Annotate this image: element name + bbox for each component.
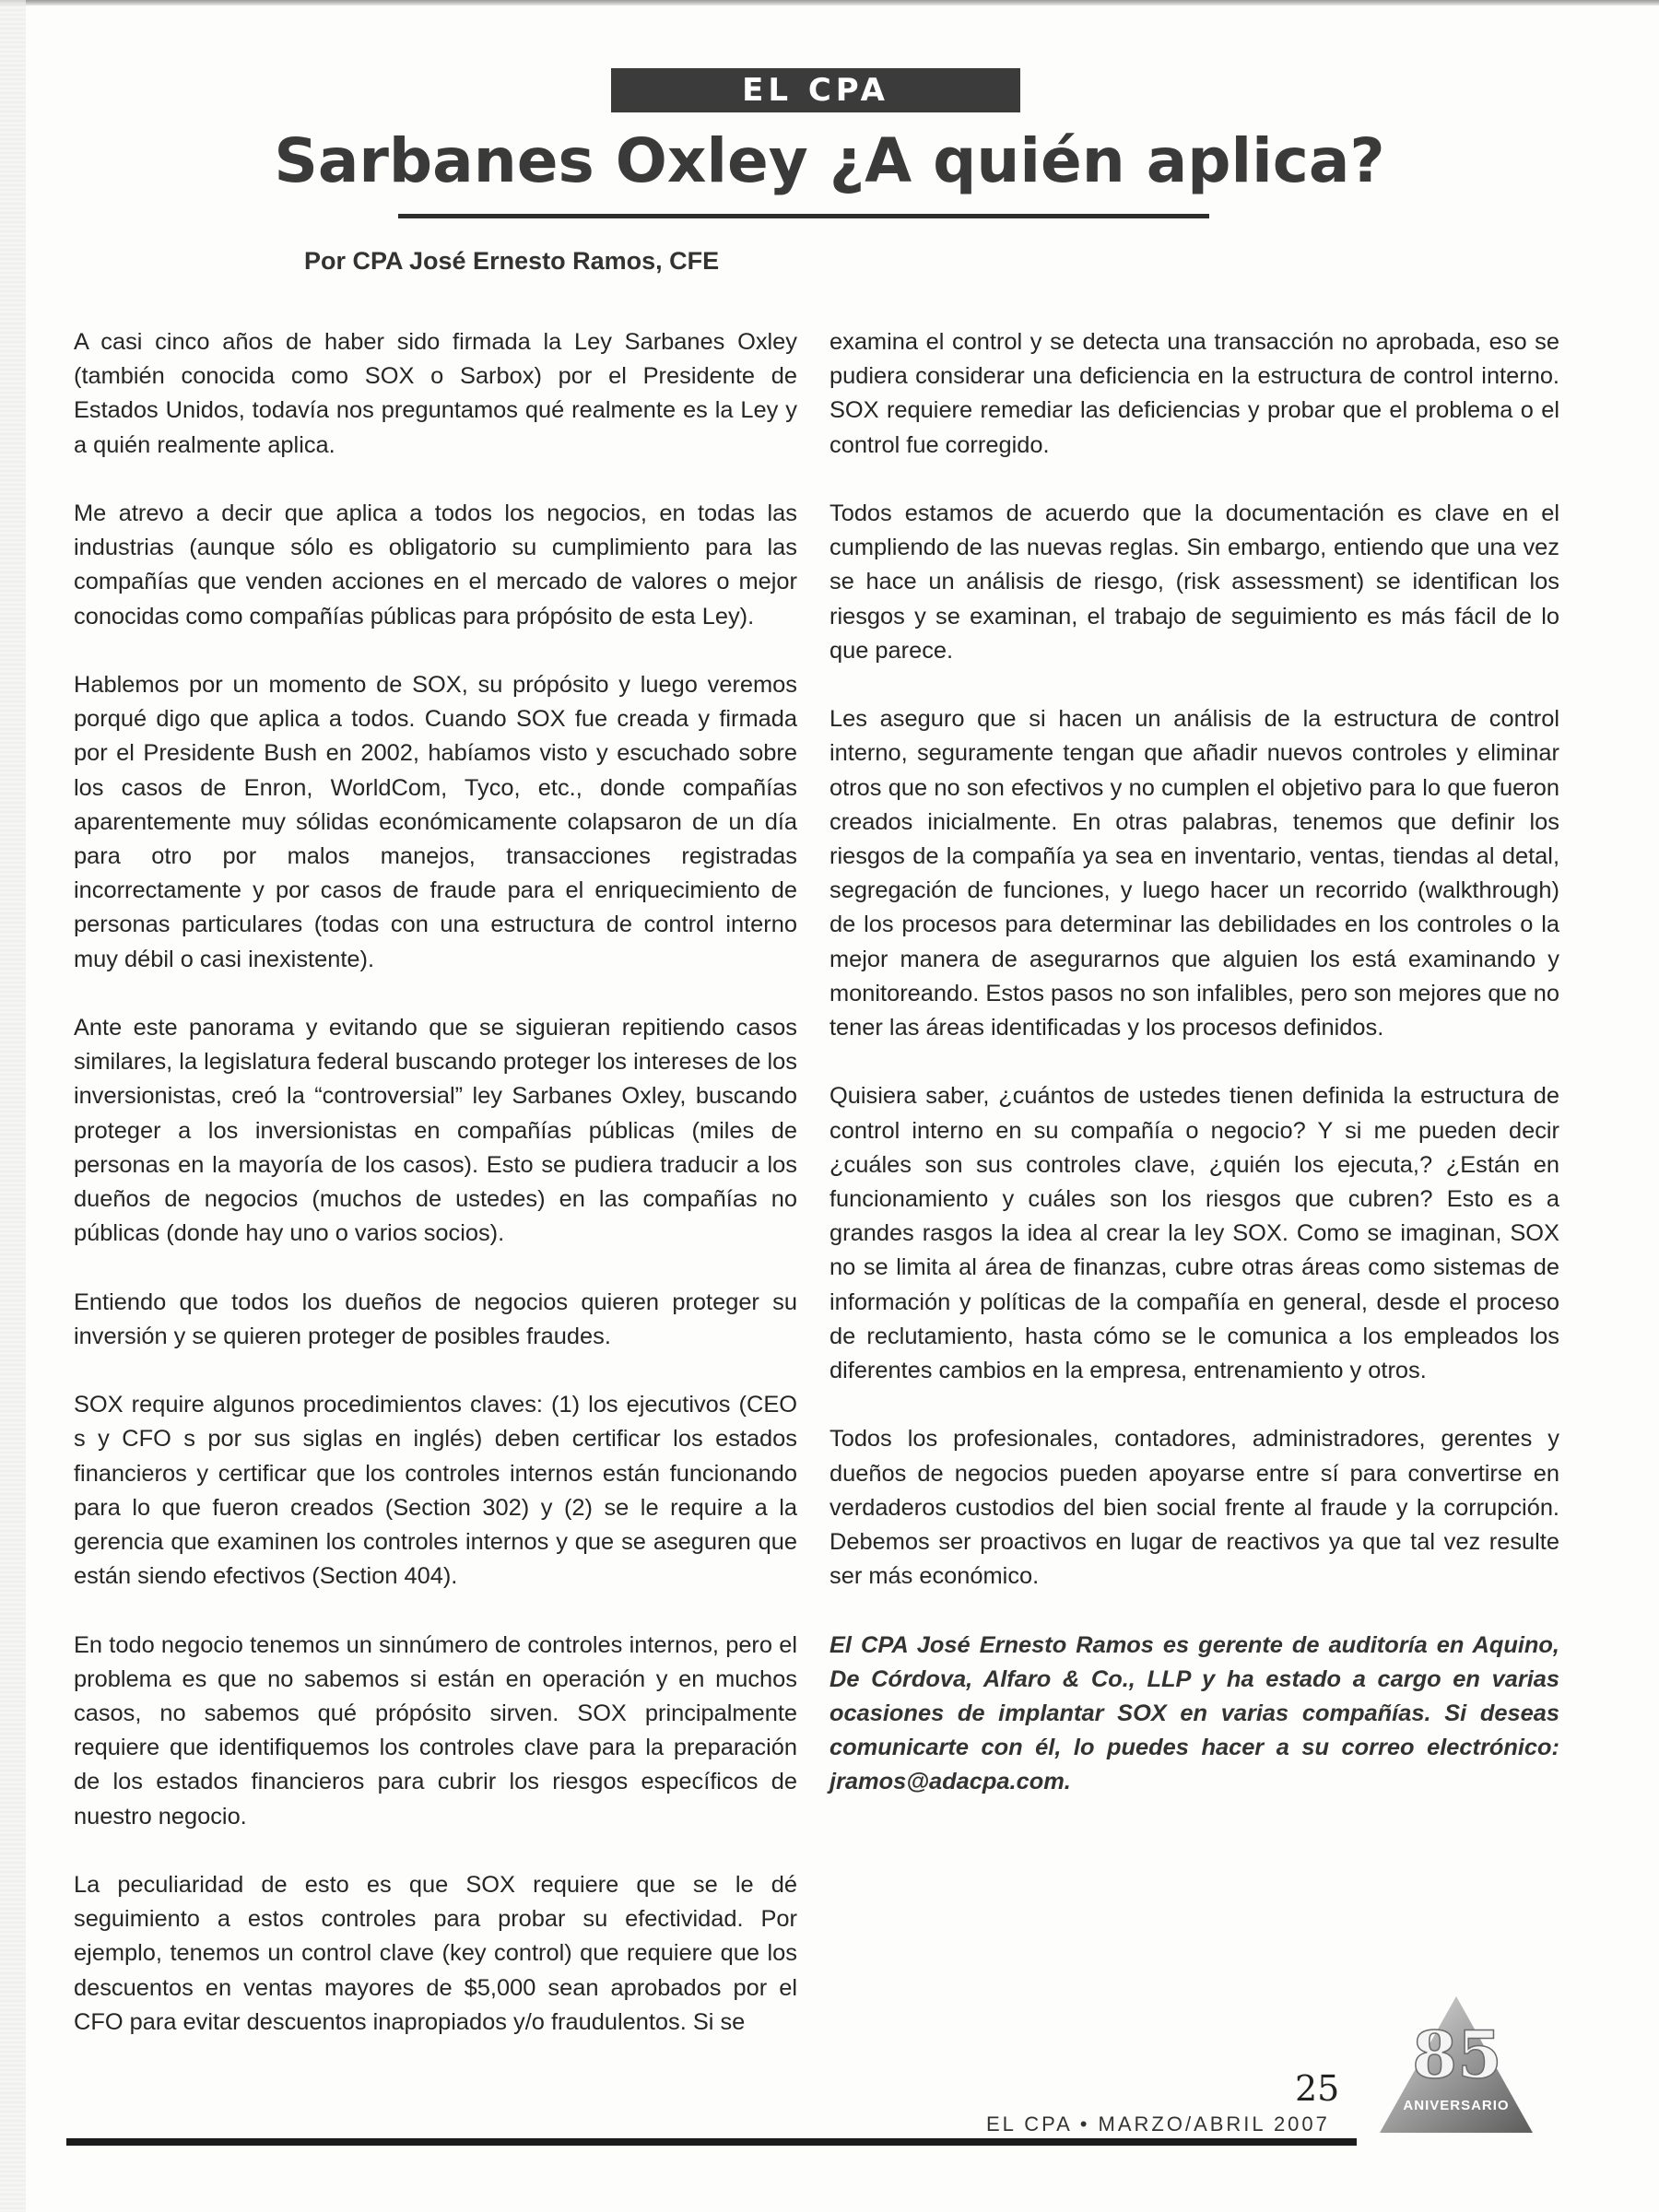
paragraph: La peculiaridad de esto es que SOX requiere que se le dé seguimiento a estos controles para probar su efectividad. Por ejemplo, tenemos un control clave (key control) que requiere que los descuentos en ventas mayores de $5,000 sean aprobados por el CFO para evitar descuentos inapropiados y/o fraudulentos. Si se [74,1872,797,2035]
paragraph: examina el control y se detecta una transacción no aprobada, eso se pudiera considerar una deficiencia en la estructura de control interno. SOX requiere remediar las deficiencias y probar que el problema o el control fue corregido. [830,329,1559,458]
title-underline [398,214,1209,218]
paragraph: Me atrevo a decir que aplica a todos los negocios, en todas las industrias (aunque sólo es obligatorio su cumplimiento para las compañías que venden acciones en el mercado de valores o mejor conocidas como compañías públicas para própósito de esta Ley). [74,500,797,629]
paragraph: Todos los profesionales, contadores, administradores, gerentes y dueños de negocios pueden apoyarse entre sí para convertirse en verdaderos custodios del bien social frente al fraude y la corrupción. Debemos ser proactivos en lugar de reactivos ya que tal vez resulte ser más económico. [830,1426,1559,1590]
paragraph: Ante este panorama y evitando que se siguieran repitiendo casos similares, la legislatura federal buscando proteger los intereses de los inversionistas, creó la “controversial” ley Sarbanes Oxley, buscando proteger a los inversionistas en compañías públicas (miles de personas en la mayoría de los casos). Esto se pudiera traducir a los dueños de negocios (muchos de ustedes) en las compañías no públicas (donde hay uno o varios socios). [74,1015,797,1247]
footer-publication: EL CPA • MARZO/ABRIL 2007 [986,2112,1330,2136]
logo-number: 85 [1412,2017,1502,2093]
paragraph: Quisiera saber, ¿cuántos de ustedes tienen definida la estructura de control interno en su compañía o negocio? Y si me pueden decir ¿cuáles son sus controles clave, ¿quién los ejecuta,? ¿Están en funcionamiento y cuáles son los riesgos que cubren? Esto es a grandes rasgos la idea al crear la ley SOX. Como se imaginan, SOX no se limita al área de finanzas, cubre otras áreas como sistemas de información y políticas de la compañía en general, desde el proceso de reclutamiento, hasta cómo se le comunica a los empleados los diferentes cambios en la empresa, entrenamiento y otros. [830,1083,1559,1384]
author-bio: El CPA José Ernesto Ramos es gerente de auditoría en Aquino, De Córdova, Alfaro & Co., LLP y ha estado a cargo en varias ocasiones de implantar SOX en varias compañías. Si deseas comunicarte con él, lo puedes hacer a su correo electrónico: jramos@adacpa.com. [830,1631,1559,1795]
paragraph: Entiendo que todos los dueños de negocios quieren proteger su inversión y se quieren proteger de posibles fraudes. [74,1288,797,1349]
paragraph: Todos estamos de acuerdo que la documentación es clave en el cumpliendo de las nuevas reglas. Sin embargo, entiendo que una vez se hace un análisis de riesgo, (risk assessment) se identifican los riesgos y se examinan, el trabajo de seguimiento es más fácil de lo que parece. [830,500,1559,664]
scan-edge [0,0,26,2212]
paragraph: Les aseguro que si hacen un análisis de la estructura de control interno, seguramente tengan que añadir nuevos controles y eliminar otros que no son efectivos y no cumplen el objetivo para lo que fueron creados inicialmente. En otras palabras, tenemos que definir los riesgos de la compañía ya sea en inventario, ventas, tiendas al detal, segregación de funciones, y luego hacer un recorrido (walkthrough) de los procesos para determinar las debilidades en los controles o la mejor manera de asegurarnos que alguien los está examinando y monitoreando. Estos pasos no son infalibles, pero son mejores que no tener las áreas identificadas y los procesos definidos. [830,706,1559,1041]
bottom-rule [66,2138,1357,2146]
paragraph: SOX require algunos procedimientos claves: (1) los ejecutivos (CEO s y CFO s por sus siglas en inglés) deben certificar los estados financieros y certificar que los controles internos están funcionando para lo que fueron creados (Section 302) y (2) se le require a la gerencia que examinen los controles internos y que se aseguren que están siendo efectivos (Section 404). [74,1392,797,1590]
top-border [0,0,1659,6]
article-title: Sarbanes Oxley ¿A quién aplica? [274,125,1385,196]
right-column [830,325,1559,1834]
paragraph: En todo negocio tenemos un sinnúmero de controles internos, pero el problema es que no sabemos si están en operación y en muchos casos, no sabemos qué própósito sirven. SOX principalmente requiere que identifiquemos los controles clave para la preparación de los estados financieros para cubrir los riesgos específicos de nuestro negocio. [74,1631,797,1830]
paragraph: Hablemos por un momento de SOX, su própósito y luego veremos porqué digo que aplica a todos. Cuando SOX fue creada y firmada por el Presidente Bush en 2002, habíamos visto y escuchado sobre los casos de Enron, WorldCom, Tyco, etc., donde compañías aparentemente muy sólidas económicamente colapsaron de un día para otro por malos manejos, transacciones registradas incorrectamente y por casos de fraude para el enriquecimiento de personas particulares (todas con una estructura de control interno muy débil o casi inexistente). [74,672,797,972]
page-number: 25 [1295,2068,1340,2109]
paragraph: A casi cinco años de haber sido firmada la Ley Sarbanes Oxley (también conocida como SOX o Sarbox) por el Presidente de Estados Unidos, todavía nos preguntamos qué realmente es la Ley y a quién realmente aplica. [74,329,797,458]
byline: Por CPA José Ernesto Ramos, CFE [304,247,720,275]
left-column [74,325,797,2074]
anniversary-logo [1378,1989,1535,2136]
logo-label: ANIVERSARIO [1403,2098,1510,2113]
section-banner: EL CPA [611,68,1020,112]
